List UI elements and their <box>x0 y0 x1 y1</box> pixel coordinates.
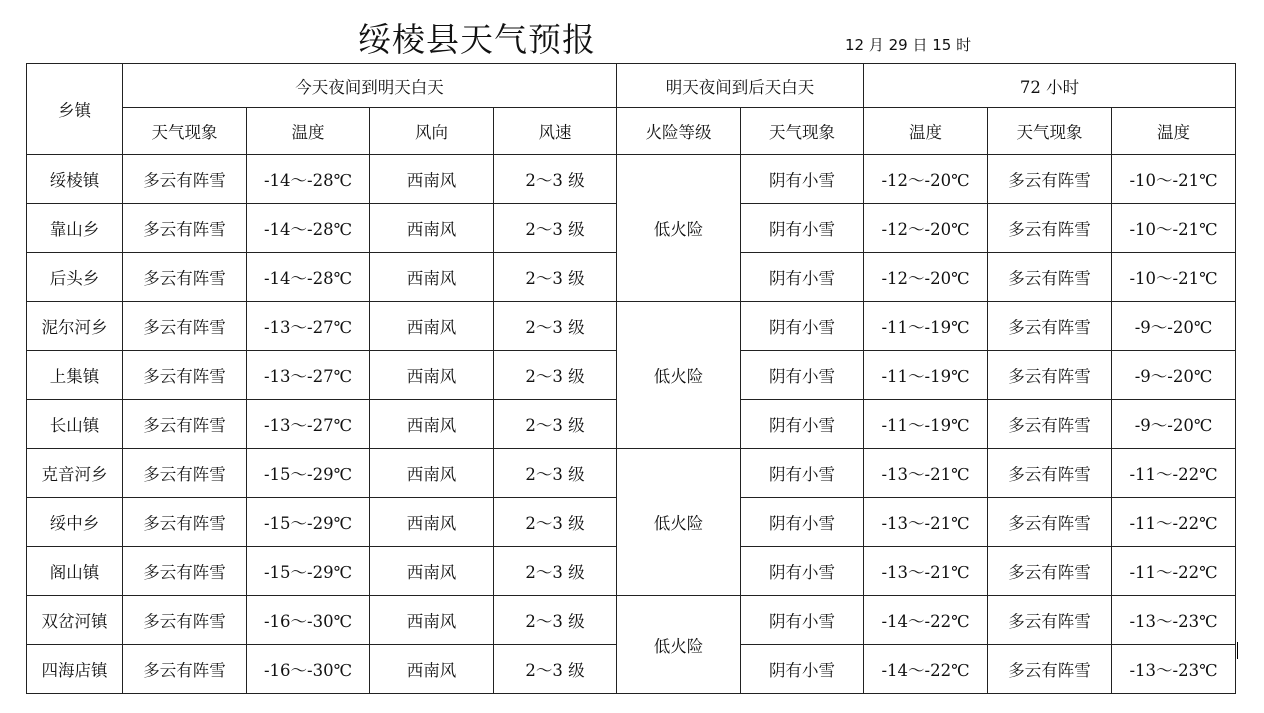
temperature-period-3: -10～-21℃ <box>1112 204 1236 253</box>
temperature-period-1: -15～-29℃ <box>247 498 370 547</box>
text-cursor <box>1237 642 1238 659</box>
temperature-period-2: -13～-21℃ <box>864 449 988 498</box>
wind-speed: 2～3 级 <box>494 547 617 596</box>
weather-period-1: 多云有阵雪 <box>123 253 247 302</box>
wind-speed: 2～3 级 <box>494 645 617 694</box>
temperature-period-2: -12～-20℃ <box>864 155 988 204</box>
temperature-period-1: -13～-27℃ <box>247 400 370 449</box>
township-name: 后头乡 <box>27 253 123 302</box>
weather-period-2: 阴有小雪 <box>741 547 864 596</box>
temperature-period-2: -13～-21℃ <box>864 498 988 547</box>
weather-period-3: 多云有阵雪 <box>988 449 1112 498</box>
temperature-period-2: -13～-21℃ <box>864 547 988 596</box>
wind-direction: 西南风 <box>370 351 494 400</box>
weather-period-2: 阴有小雪 <box>741 204 864 253</box>
temperature-period-3: -11～-22℃ <box>1112 547 1236 596</box>
forecast-table <box>26 63 1236 694</box>
weather-period-2: 阴有小雪 <box>741 596 864 645</box>
table-row <box>27 596 1236 645</box>
header-period-3: 72 小时 <box>864 64 1236 108</box>
weather-period-2: 阴有小雪 <box>741 498 864 547</box>
weather-period-2: 阴有小雪 <box>741 351 864 400</box>
header-township: 乡镇 <box>27 64 123 155</box>
wind-direction: 西南风 <box>370 302 494 351</box>
header-temp-1: 温度 <box>247 108 370 155</box>
temperature-period-1: -13～-27℃ <box>247 351 370 400</box>
wind-direction: 西南风 <box>370 449 494 498</box>
weather-period-1: 多云有阵雪 <box>123 204 247 253</box>
weather-period-2: 阴有小雪 <box>741 400 864 449</box>
table-row <box>27 155 1236 204</box>
weather-period-3: 多云有阵雪 <box>988 155 1112 204</box>
fire-risk-level: 低火险 <box>617 155 741 302</box>
wind-direction: 西南风 <box>370 400 494 449</box>
weather-period-1: 多云有阵雪 <box>123 155 247 204</box>
temperature-period-1: -15～-29℃ <box>247 547 370 596</box>
temperature-period-3: -13～-23℃ <box>1112 645 1236 694</box>
temperature-period-2: -12～-20℃ <box>864 204 988 253</box>
wind-speed: 2～3 级 <box>494 302 617 351</box>
header-fire-level: 火险等级 <box>617 108 741 155</box>
header-wind-direction: 风向 <box>370 108 494 155</box>
weather-period-1: 多云有阵雪 <box>123 547 247 596</box>
weather-period-1: 多云有阵雪 <box>123 596 247 645</box>
temperature-period-3: -10～-21℃ <box>1112 253 1236 302</box>
wind-speed: 2～3 级 <box>494 400 617 449</box>
fire-risk-level: 低火险 <box>617 302 741 449</box>
weather-period-1: 多云有阵雪 <box>123 400 247 449</box>
weather-period-3: 多云有阵雪 <box>988 547 1112 596</box>
temperature-period-3: -9～-20℃ <box>1112 302 1236 351</box>
weather-period-1: 多云有阵雪 <box>123 449 247 498</box>
wind-direction: 西南风 <box>370 155 494 204</box>
table-row <box>27 449 1236 498</box>
wind-speed: 2～3 级 <box>494 498 617 547</box>
township-name: 四海店镇 <box>27 645 123 694</box>
weather-period-1: 多云有阵雪 <box>123 645 247 694</box>
temperature-period-2: -11～-19℃ <box>864 351 988 400</box>
weather-period-3: 多云有阵雪 <box>988 596 1112 645</box>
temperature-period-2: -14～-22℃ <box>864 596 988 645</box>
weather-period-2: 阴有小雪 <box>741 645 864 694</box>
wind-direction: 西南风 <box>370 498 494 547</box>
weather-period-1: 多云有阵雪 <box>123 498 247 547</box>
header-period-1: 今天夜间到明天白天 <box>123 64 617 108</box>
temperature-period-1: -14～-28℃ <box>247 253 370 302</box>
temperature-period-1: -15～-29℃ <box>247 449 370 498</box>
township-name: 靠山乡 <box>27 204 123 253</box>
temperature-period-2: -12～-20℃ <box>864 253 988 302</box>
weather-period-3: 多云有阵雪 <box>988 498 1112 547</box>
header-wind-speed: 风速 <box>494 108 617 155</box>
wind-speed: 2～3 级 <box>494 204 617 253</box>
wind-speed: 2～3 级 <box>494 449 617 498</box>
forecast-rows <box>27 155 1236 694</box>
wind-speed: 2～3 级 <box>494 253 617 302</box>
weather-period-2: 阴有小雪 <box>741 155 864 204</box>
fire-risk-level: 低火险 <box>617 449 741 596</box>
header-period-2: 明天夜间到后天白天 <box>617 64 864 108</box>
temperature-period-2: -11～-19℃ <box>864 302 988 351</box>
township-name: 绥棱镇 <box>27 155 123 204</box>
temperature-period-3: -13～-23℃ <box>1112 596 1236 645</box>
township-name: 长山镇 <box>27 400 123 449</box>
temperature-period-2: -14～-22℃ <box>864 645 988 694</box>
weather-period-1: 多云有阵雪 <box>123 302 247 351</box>
weather-period-2: 阴有小雪 <box>741 253 864 302</box>
township-name: 上集镇 <box>27 351 123 400</box>
temperature-period-3: -9～-20℃ <box>1112 400 1236 449</box>
township-name: 阁山镇 <box>27 547 123 596</box>
wind-direction: 西南风 <box>370 547 494 596</box>
weather-period-1: 多云有阵雪 <box>123 351 247 400</box>
weather-period-3: 多云有阵雪 <box>988 400 1112 449</box>
fire-risk-level: 低火险 <box>617 596 741 694</box>
weather-period-3: 多云有阵雪 <box>988 302 1112 351</box>
wind-direction: 西南风 <box>370 204 494 253</box>
table-row <box>27 302 1236 351</box>
wind-speed: 2～3 级 <box>494 351 617 400</box>
wind-speed: 2～3 级 <box>494 596 617 645</box>
weather-period-3: 多云有阵雪 <box>988 645 1112 694</box>
temperature-period-1: -13～-27℃ <box>247 302 370 351</box>
wind-direction: 西南风 <box>370 253 494 302</box>
temperature-period-1: -14～-28℃ <box>247 204 370 253</box>
weather-period-3: 多云有阵雪 <box>988 204 1112 253</box>
temperature-period-3: -10～-21℃ <box>1112 155 1236 204</box>
temperature-period-1: -16～-30℃ <box>247 596 370 645</box>
header-temp-2: 温度 <box>864 108 988 155</box>
township-name: 克音河乡 <box>27 449 123 498</box>
forecast-date: 12 月 29 日 15 时 <box>845 36 972 54</box>
weather-period-2: 阴有小雪 <box>741 449 864 498</box>
weather-period-3: 多云有阵雪 <box>988 253 1112 302</box>
township-name: 泥尔河乡 <box>27 302 123 351</box>
wind-direction: 西南风 <box>370 645 494 694</box>
header-temp-3: 温度 <box>1112 108 1236 155</box>
header-weather-3: 天气现象 <box>988 108 1112 155</box>
wind-speed: 2～3 级 <box>494 155 617 204</box>
header-weather-2: 天气现象 <box>741 108 864 155</box>
temperature-period-3: -11～-22℃ <box>1112 498 1236 547</box>
township-name: 绥中乡 <box>27 498 123 547</box>
weather-period-3: 多云有阵雪 <box>988 351 1112 400</box>
header-weather-1: 天气现象 <box>123 108 247 155</box>
wind-direction: 西南风 <box>370 596 494 645</box>
temperature-period-1: -14～-28℃ <box>247 155 370 204</box>
temperature-period-3: -11～-22℃ <box>1112 449 1236 498</box>
township-name: 双岔河镇 <box>27 596 123 645</box>
temperature-period-1: -16～-30℃ <box>247 645 370 694</box>
page-title: 绥棱县天气预报 <box>358 20 596 59</box>
weather-period-2: 阴有小雪 <box>741 302 864 351</box>
temperature-period-3: -9～-20℃ <box>1112 351 1236 400</box>
temperature-period-2: -11～-19℃ <box>864 400 988 449</box>
